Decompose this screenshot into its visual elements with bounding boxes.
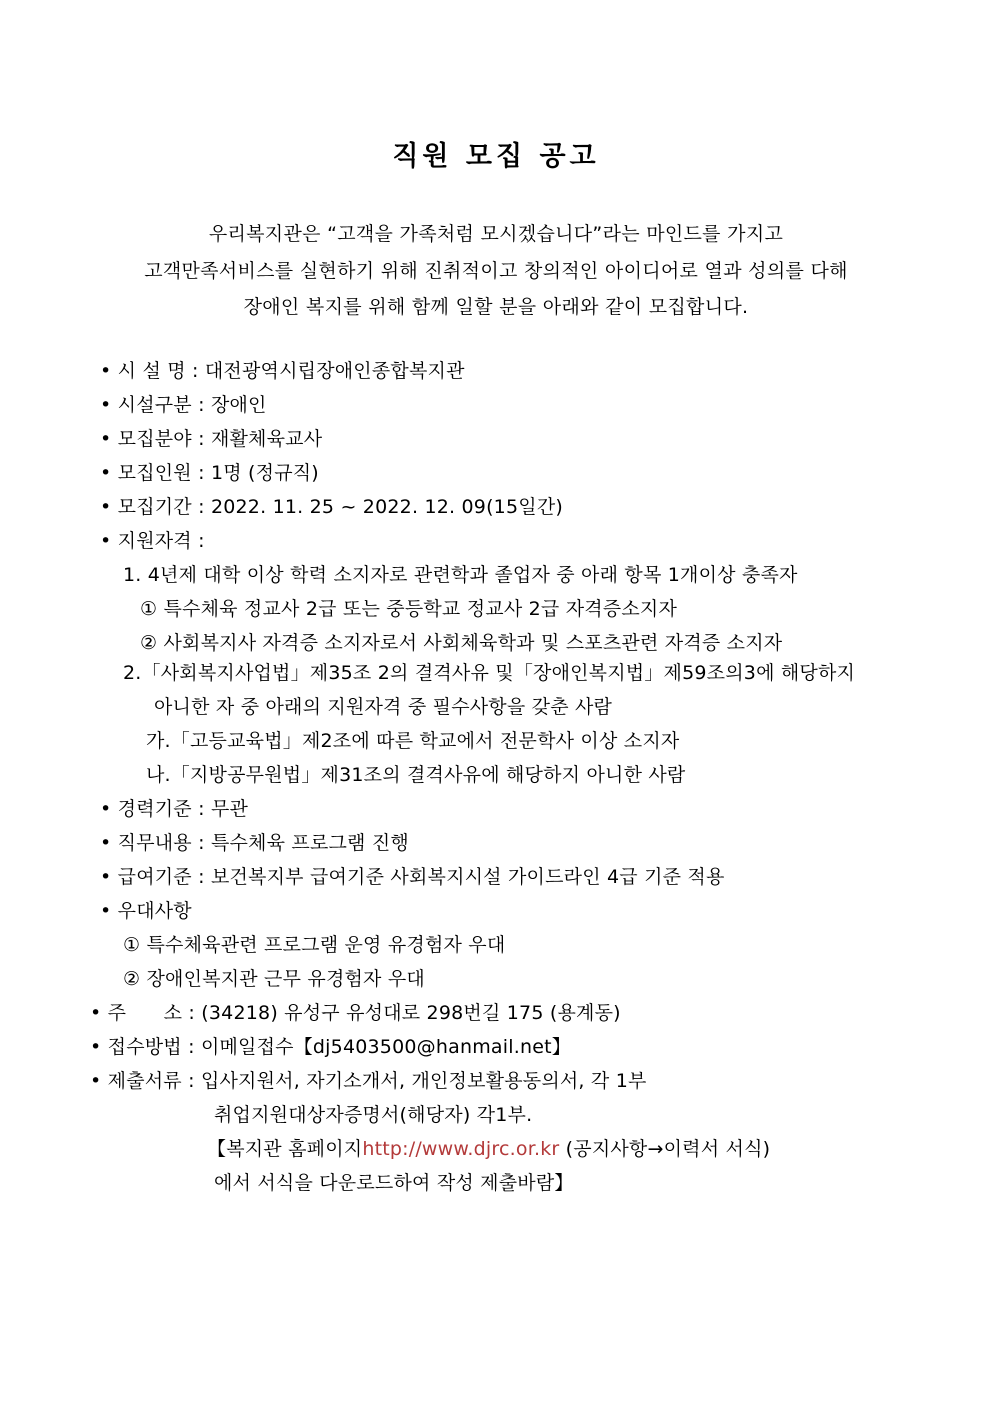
homepage-prefix: 【복지관 홈페이지 <box>207 1138 363 1160</box>
address: • 주 소 : (34218) 유성구 유성대로 298번길 175 (용계동) <box>90 1002 621 1024</box>
facility-name: • 시 설 명 : 대전광역시립장애인종합복지관 <box>100 360 465 382</box>
required-documents: • 제출서류 : 입사지원서, 자기소개서, 개인정보활용동의서, 각 1부 <box>90 1070 647 1092</box>
job-duty: • 직무내용 : 특수체육 프로그램 진행 <box>100 832 409 854</box>
recruit-headcount: • 모집인원 : 1명 (정규직) <box>100 462 319 484</box>
required-documents-2: 취업지원대상자증명서(해당자) 각1부. <box>214 1104 533 1126</box>
qualification-2a: 가.「고등교육법」제2조에 따른 학교에서 전문학사 이상 소지자 <box>146 730 680 752</box>
intro-line-2: 고객만족서비스를 실현하기 위해 진취적이고 창의적인 아이디어로 열과 성의를 다해 <box>144 260 848 282</box>
intro-line-3: 장애인 복지를 위해 함께 일할 분을 아래와 같이 모집합니다. <box>243 296 749 318</box>
facility-category: • 시설구분 : 장애인 <box>100 394 267 416</box>
qualification-2-continued: 아니한 자 중 아래의 지원자격 중 필수사항을 갖춘 사람 <box>154 696 613 718</box>
required-documents-3 <box>207 1134 770 1161</box>
qualification-1: 1. 4년제 대학 이상 학력 소지자로 관련학과 졸업자 중 아래 항목 1개이상 충족자 <box>123 564 798 586</box>
qualification-1b: ② 사회복지사 자격증 소지자로서 사회체육학과 및 스포츠관련 자격증 소지자 <box>140 632 783 654</box>
required-documents-4: 에서 서식을 다운로드하여 작성 제출바람】 <box>214 1172 574 1194</box>
intro-line-1: 우리복지관은 “고객을 가족처럼 모시겠습니다”라는 마인드를 가지고 <box>208 223 784 245</box>
homepage-link[interactable]: http://www.djrc.or.kr <box>362 1138 560 1160</box>
qualification-2b: 나.「지방공무원법」제31조의 결격사유에 해당하지 아니한 사람 <box>146 764 686 786</box>
recruit-period: • 모집기간 : 2022. 11. 25 ~ 2022. 12. 09(15일간) <box>100 496 563 518</box>
preference-1: ① 특수체육관련 프로그램 운영 유경험자 우대 <box>123 934 506 956</box>
qualification-2: 2.「사회복지사업법」제35조 2의 결격사유 및「장애인복지법」제59조의3에 해당하지 <box>123 662 856 684</box>
homepage-suffix: (공지사항→이력서 서식) <box>559 1138 771 1160</box>
preference-2: ② 장애인복지관 근무 유경험자 우대 <box>123 968 425 990</box>
application-method: • 접수방법 : 이메일접수【dj5403500@hanmail.net】 <box>90 1036 571 1058</box>
salary-standard: • 급여기준 : 보건복지부 급여기준 사회복지시설 가이드라인 4급 기준 적용 <box>100 866 725 888</box>
recruit-field: • 모집분야 : 재활체육교사 <box>100 428 323 450</box>
experience-requirement: • 경력기준 : 무관 <box>100 798 249 820</box>
qualification-1a: ① 특수체육 정교사 2급 또는 중등학교 정교사 2급 자격증소지자 <box>140 598 678 620</box>
preference-heading: • 우대사항 <box>100 900 192 922</box>
qualification-heading: • 지원자격 : <box>100 530 205 552</box>
page-title: 직원 모집 공고 <box>392 141 600 172</box>
